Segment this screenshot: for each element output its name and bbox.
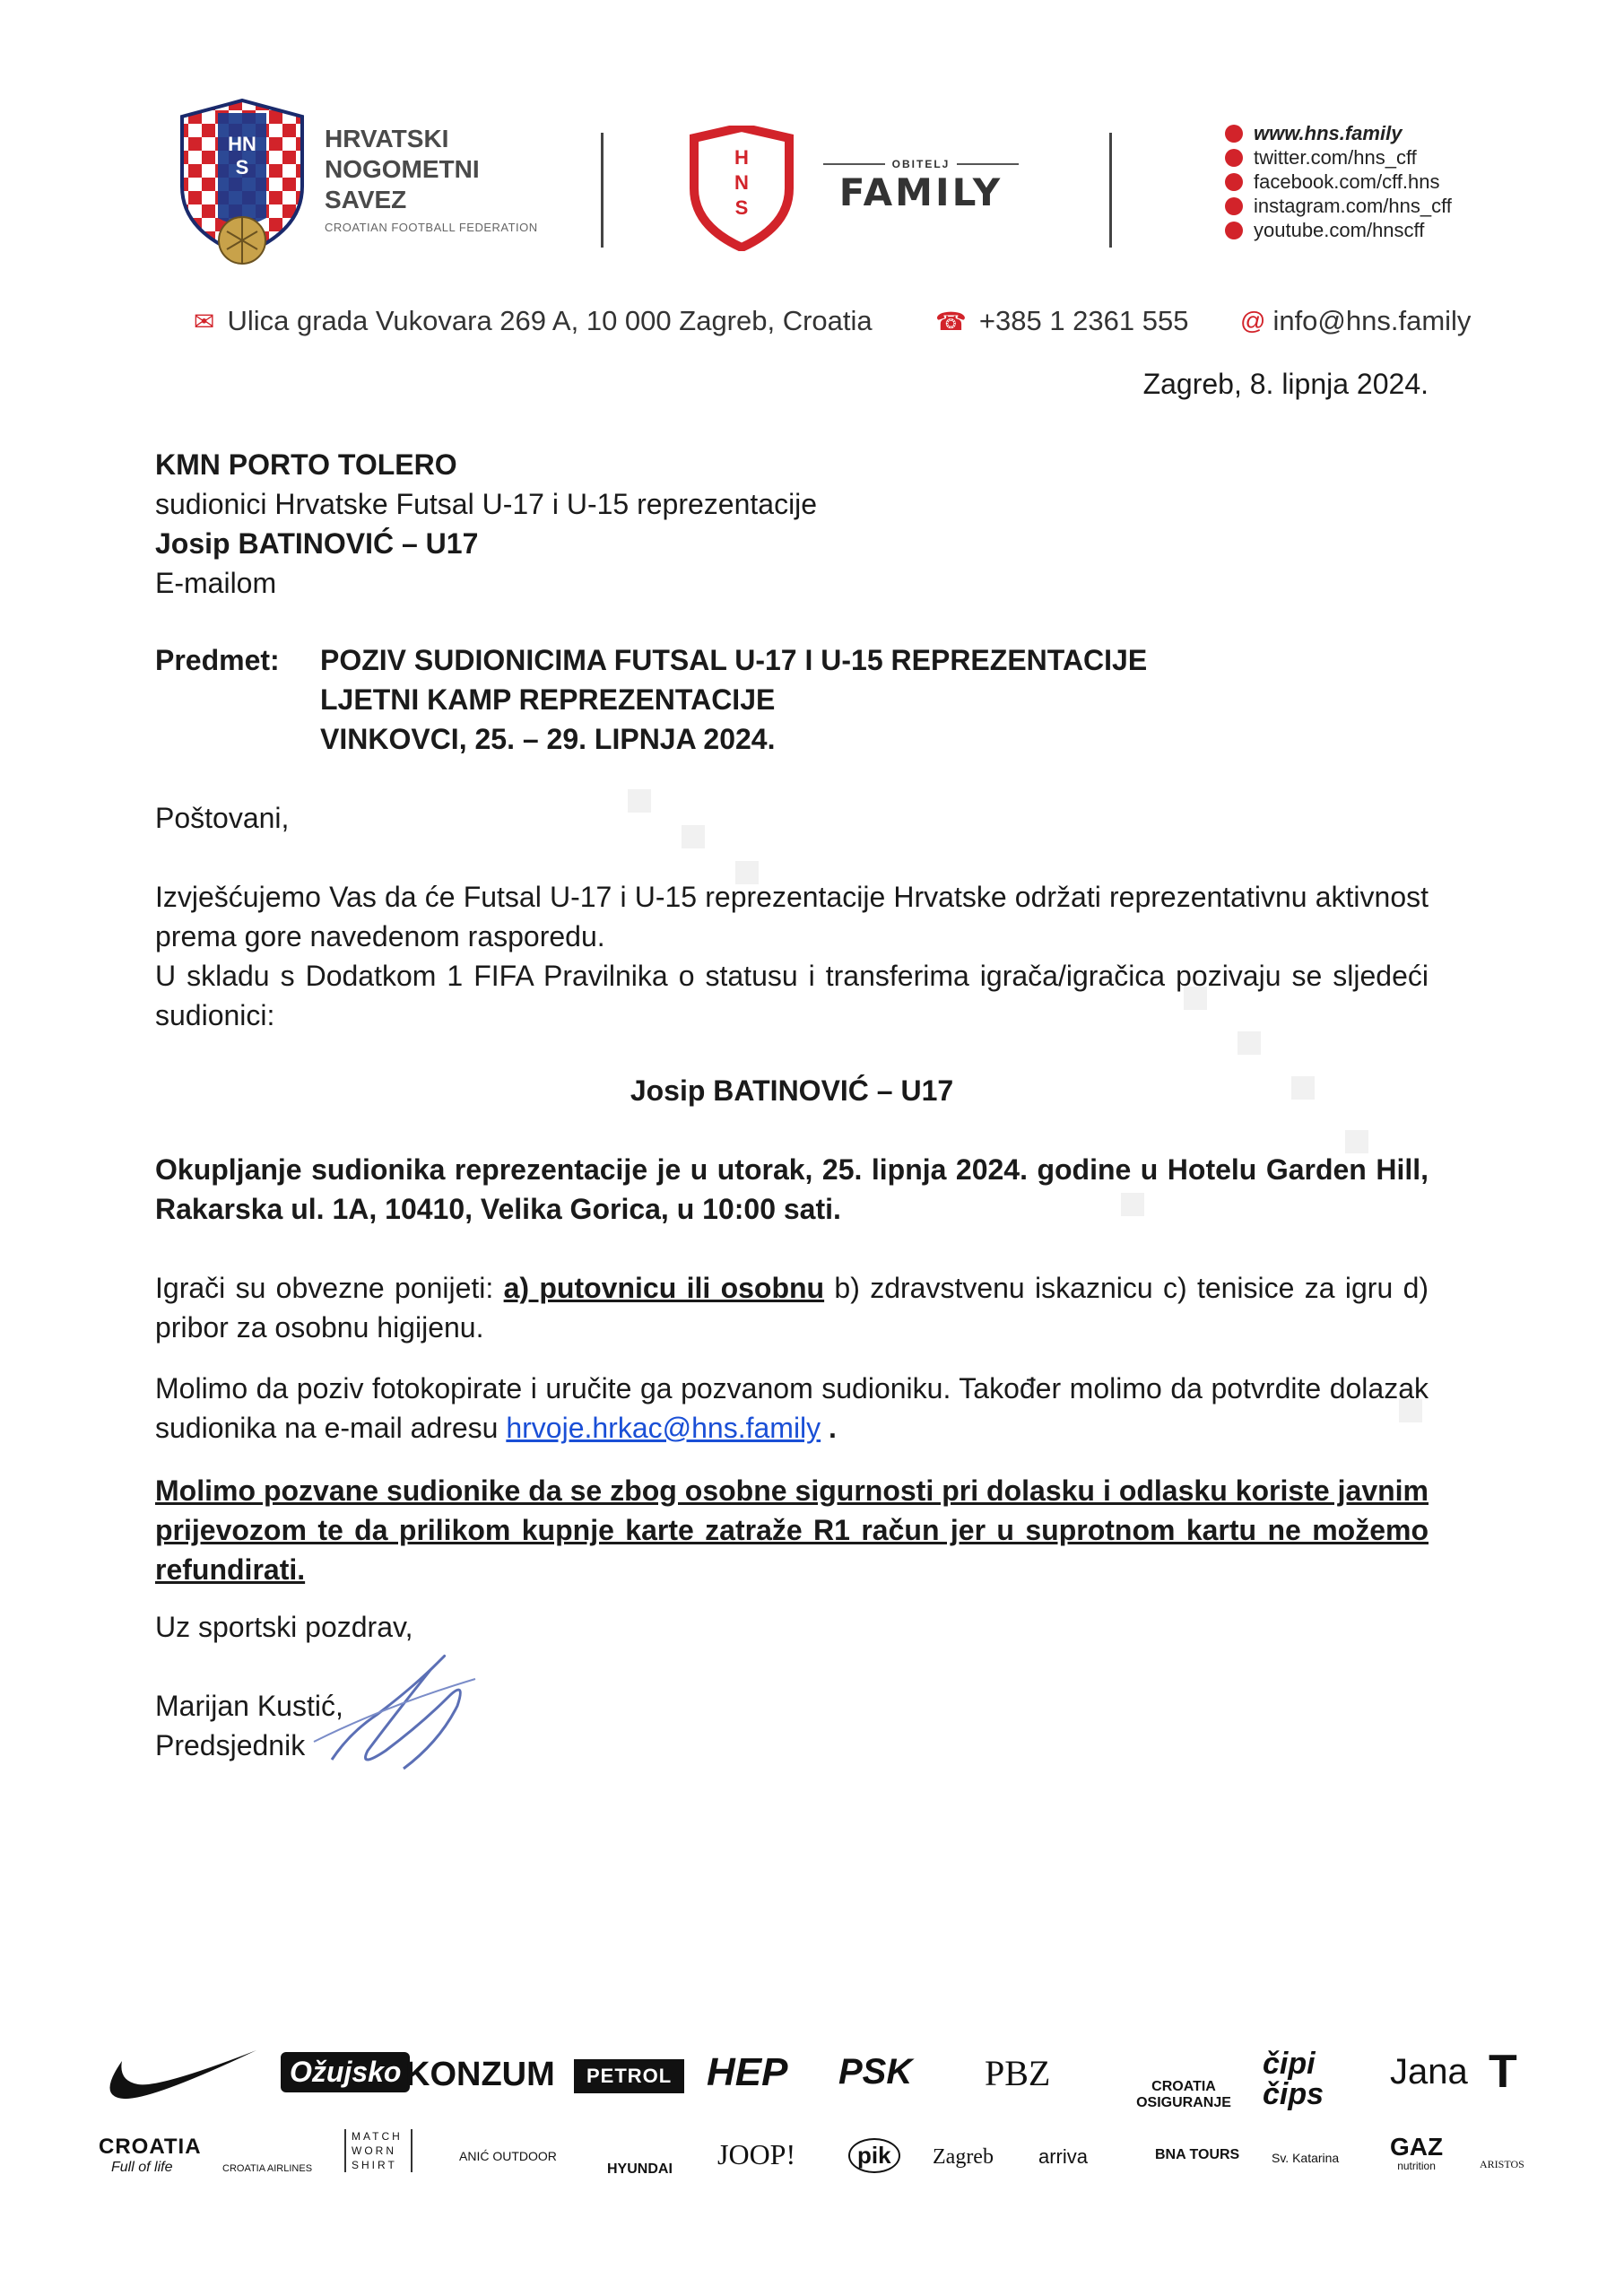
sponsor-ozujsko: Ožujsko: [281, 2052, 410, 2092]
hns-crest-logo: [175, 97, 309, 273]
sponsor-psk: PSK: [838, 2052, 913, 2092]
signatory-block: [155, 1686, 343, 1765]
contact-address: ✉ Ulica grada Vukovara 269 A, 10 000 Zagreb, Croatia: [194, 305, 873, 336]
social-instagram[interactable]: instagram.com/hns_cff: [1225, 194, 1452, 218]
invited-player: Josip BATINOVIĆ – U17: [630, 1074, 954, 1107]
sponsor-hep: HEP: [707, 2050, 788, 2094]
family-title: FAMILY: [838, 170, 1003, 214]
at-icon: @: [1240, 307, 1266, 335]
hns-family-shield-logo: [689, 126, 795, 251]
facebook-icon: [1225, 173, 1243, 191]
signatory-name: Marijan Kustić,: [155, 1690, 343, 1722]
sponsor-joop: JOOP!: [717, 2138, 796, 2170]
subject-label: Predmet:: [155, 644, 280, 676]
sponsor-aristos: ARISTOS: [1480, 2158, 1524, 2170]
paragraph-2: U skladu s Dodatkom 1 FIFA Pravilnika o statusu i transferima igrača/igračica pozivaju se sljedeći sudionici:: [155, 960, 1429, 1031]
sponsor-gaz-nutrition: GAZ nutrition: [1390, 2133, 1444, 2172]
sponsor-match-worn-shirt: MATCH WORN SHIRT: [344, 2129, 413, 2172]
recipient-line-2: sudionici Hrvatske Futsal U-17 i U-15 reprezentacije: [155, 488, 818, 520]
required-id-document: a) putovnicu ili osobnu: [503, 1272, 825, 1304]
subject-line-2: LJETNI KAMP REPREZENTACIJE: [320, 683, 776, 716]
sponsor-croatia-full-of-life: CROATIA Full of life: [99, 2135, 202, 2175]
paragraph-1: Izvješćujemo Vas da će Futsal U-17 i U-15 reprezentacije Hrvatske održati reprezentativnu aktivnost prema gore navedenom rasporedu.: [155, 881, 1429, 952]
sponsor-croatia-airlines: CROATIA AIRLINES: [222, 2163, 313, 2174]
instagram-icon: [1225, 197, 1243, 215]
sponsor-pik: pik: [848, 2138, 900, 2173]
social-facebook[interactable]: facebook.com/cff.hns: [1225, 170, 1452, 194]
contact-email: @ info@hns.family: [1240, 305, 1472, 336]
sponsor-sv-katarina: Sv. Katarina: [1272, 2151, 1340, 2165]
social-website[interactable]: www.hns.family: [1225, 121, 1452, 145]
crest-letters: HNS: [228, 133, 256, 178]
contact-phone: ☎ +385 1 2361 555: [935, 305, 1189, 336]
social-twitter[interactable]: twitter.com/hns_cff: [1225, 145, 1452, 170]
recipient-club: KMN PORTO TOLERO: [155, 448, 457, 481]
social-youtube[interactable]: youtube.com/hnscff: [1225, 218, 1452, 242]
signatory-title: Predsjednik: [155, 1729, 306, 1761]
sponsor-pbz: PBZ: [985, 2053, 1051, 2093]
youtube-icon: [1225, 222, 1243, 239]
subject-line-3: VINKOVCI, 25. – 29. LIPNJA 2024.: [320, 723, 776, 755]
sponsor-bna-tours: BNA TOURS: [1155, 2147, 1240, 2162]
family-overline: OBITELJ: [891, 158, 951, 170]
header-divider-1: [601, 133, 604, 248]
sponsor-jana: Jana: [1390, 2052, 1468, 2092]
org-name-line-3: SAVEZ: [325, 186, 407, 213]
letter-date: Zagreb, 8. lipnja 2024.: [1142, 368, 1429, 400]
recipient-via: E-mailom: [155, 567, 277, 599]
closing: Uz sportski pozdrav,: [155, 1611, 413, 1643]
subject-line-1: POZIV SUDIONICIMA FUTSAL U-17 I U-15 REPREZENTACIJE: [320, 644, 1148, 676]
sponsor-croatia-osiguranje: CROATIA OSIGURANJE: [1136, 2079, 1231, 2110]
greeting: Poštovani,: [155, 802, 290, 834]
sponsor-petrol: PETROL: [574, 2059, 684, 2093]
nike-swoosh-logo: [97, 2043, 258, 2106]
sponsor-hyundai: HYUNDAI: [607, 2161, 673, 2177]
contact-email-link[interactable]: hrvoje.hrkac@hns.family: [506, 1412, 821, 1444]
recipient-block: [155, 445, 817, 603]
sponsor-arriva: arriva: [1038, 2145, 1089, 2168]
twitter-icon: [1225, 149, 1243, 167]
sponsor-cipi-cips: čipi čips: [1263, 2047, 1324, 2111]
required-items: Igrači su obvezne ponijeti: a) putovnicu ili osobnu b) zdravstvenu iskaznicu c) tenisice za igru d) pribor za osobnu higijenu.: [155, 1272, 1429, 1344]
transport-notice: Molimo pozvane sudionike da se zbog osobne sigurnosti pri dolasku i odlasku koriste javnim prijevozom te da prilikom kupnje karte zatraže R1 račun jer u suprotnom kartu ne možemo refundirati.: [155, 1474, 1429, 1586]
recipient-player: Josip BATINOVIĆ – U17: [155, 527, 479, 560]
sponsor-anic-outdoor: ANIĆ OUTDOOR: [459, 2149, 557, 2163]
globe-icon: [1225, 125, 1243, 143]
sponsor-konzum: KONZUM: [405, 2056, 555, 2093]
copy-request: Molimo da poziv fotokopirate i uručite ga pozvanom sudioniku. Također molimo da potvrdite dolazak sudionika na e-mail adresu hrvoje.hrkac@hns.family .: [155, 1372, 1429, 1444]
org-name-line-2: NOGOMETNI: [325, 155, 480, 183]
social-links: [1225, 121, 1452, 242]
org-subtitle: CROATIAN FOOTBALL FEDERATION: [325, 221, 538, 234]
sponsor-zagreb: Zagreb: [933, 2145, 994, 2169]
family-shield-letters: HNS: [734, 146, 749, 219]
header-divider-2: [1109, 133, 1112, 248]
gathering-info: Okupljanje sudionika reprezentacije je u utorak, 25. lipnja 2024. godine u Hotelu Garden Hill, Rakarska ul. 1A, 10410, Velika Gorica, u 10:00 sati.: [155, 1153, 1429, 1225]
sponsor-telekom: T: [1489, 2046, 1517, 2098]
subject-lines: [320, 640, 1147, 759]
org-name: [325, 124, 538, 234]
envelope-icon: ✉: [194, 307, 215, 335]
family-wordmark: [823, 158, 1019, 215]
org-name-line-1: HRVATSKI: [325, 125, 449, 152]
phone-icon: ☎: [935, 307, 967, 335]
